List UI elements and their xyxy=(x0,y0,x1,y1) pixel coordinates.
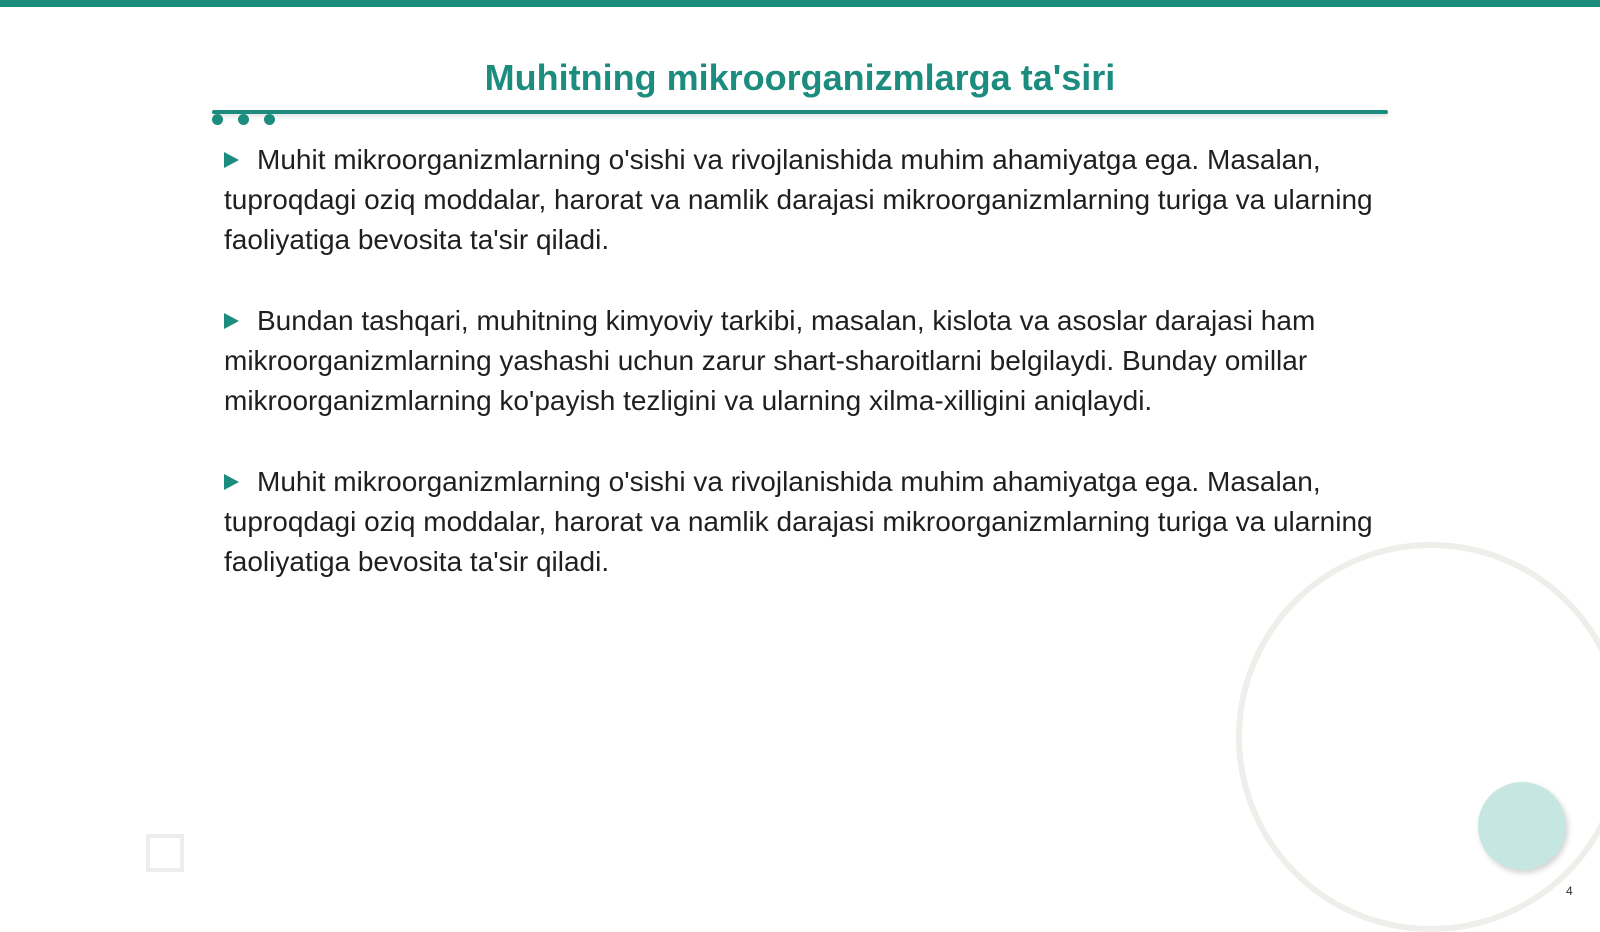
bullet-paragraph xyxy=(224,462,1384,582)
bullet-text: Muhit mikroorganizmlarning o'sishi va rivojlanishida muhim ahamiyatga ega. Masalan, tuproqdagi oziq moddalar, harorat va namlik darajasi mikroorganizmlarning turiga va ularning faoliyatiga bevosita ta'sir qiladi. xyxy=(224,144,1373,255)
decor-dot xyxy=(264,114,275,125)
decor-circle xyxy=(1478,782,1566,870)
decor-ring xyxy=(1236,542,1600,932)
decor-dot xyxy=(238,114,249,125)
triangle-right-icon xyxy=(224,313,239,329)
bullet-paragraph xyxy=(224,140,1384,260)
decor-square xyxy=(146,834,184,872)
triangle-right-icon xyxy=(224,152,239,168)
top-accent-bar xyxy=(0,0,1600,7)
title-underline xyxy=(212,110,1388,114)
bullet-paragraph xyxy=(224,301,1384,421)
slide-title: Muhitning mikroorganizmlarga ta'siri xyxy=(484,57,1116,98)
bullet-text: Muhit mikroorganizmlarning o'sishi va rivojlanishida muhim ahamiyatga ega. Masalan, tuproqdagi oziq moddalar, harorat va namlik darajasi mikroorganizmlarning turiga va ularning faoliyatiga bevosita ta'sir qiladi. xyxy=(224,466,1373,577)
decor-dot xyxy=(212,114,223,125)
page-number: 4 xyxy=(1566,884,1573,898)
triangle-right-icon xyxy=(224,474,239,490)
bullet-text: Bundan tashqari, muhitning kimyoviy tarkibi, masalan, kislota va asoslar darajasi ham mikroorganizmlarning yashashi uchun zarur shart-sharoitlarni belgilaydi. Bunday omillar mikroorganizmlarning ko'payish tezligini va ularning xilma-xilligini aniqlaydi. xyxy=(224,305,1316,416)
slide-body xyxy=(224,140,1384,623)
